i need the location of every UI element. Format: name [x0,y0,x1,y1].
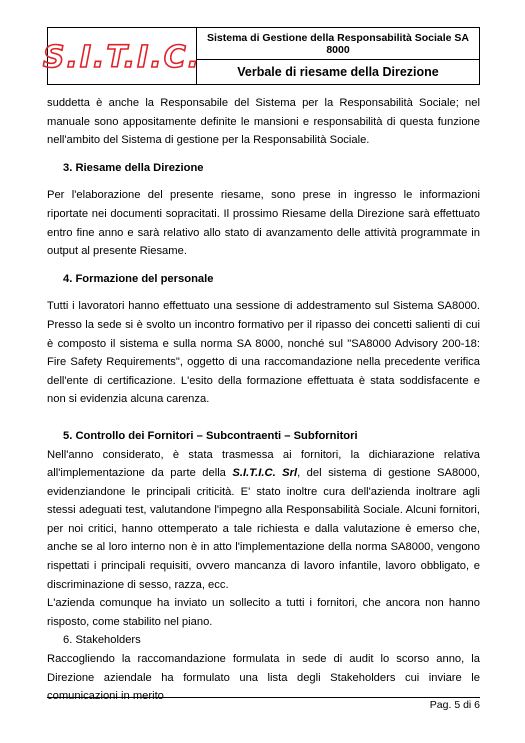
logo-lettering: S.I.T.I.C. [42,40,202,75]
page-number: Pag. 5 di 6 [429,699,480,711]
section-5-paragraph-1 [47,446,480,595]
document-title: Verbale di riesame della Direzione [237,65,439,79]
section-3-heading: 3. Riesame della Direzione [63,161,204,174]
management-system-title: Sistema di Gestione della Responsabilità Sociale SA 8000 [197,28,479,60]
footer-divider [47,697,480,698]
company-name: S.I.T.I.C. Srl [232,467,298,480]
section-4-paragraph: Tutti i lavoratori hanno effettuato una sessione di addestramento sul Sistema SA8000. Presso la sede si è svolto un incontro formativo per il ripasso dei concetti salienti di cui è composto il sistema e sulla norma SA 8000, nonché sul "SA8000 Advisory 200-18: Fire Safety Requirements", oggetto di una raccomandazione nella precedente verifica dell'ente di certificazione. L'esito della formazione effettuata è stata soddisfacente e non si evidenzia alcuna carenza. [47,300,480,406]
section-5-paragraph-2: L'azienda comunque ha inviato un sollecito a tutti i fornitori, che ancora non hanno risposto, come stabilito nel piano. [47,597,480,628]
section-4-heading: 4. Formazione del personale [63,272,214,285]
intro-paragraph: suddetta è anche la Responsabile del Sistema per la Responsabilità Sociale; nel manuale sono appositamente definite le mansioni e responsabilità di questa funzione nell'ambito del Sistema di gestione per la Responsabilità Sociale. [47,97,480,147]
section-5-heading: 5. Controllo dei Fornitori – Subcontraenti – Subfornitori [63,429,358,442]
document-header [42,27,480,85]
document-body [47,94,480,706]
section-5-text-after: , del sistema di gestione SA8000, evidenziandone le principali criticità. E' stato inoltre cura dell'azienda inoltrare agli stessi adeguati test, valutandone l'impegno alla Responsabilità Sociale. Alcuni fornitori, per noi critici, hanno ottemperato a tale richiesta e dalla valutazione è emerso che, anche se al loro interno non è in atto l'implementazione della norma SA8000, vengono rispettati i principali requisiti, ovvero mancanza di lavoro infantile, lavoro obbligato, e discriminazione di sesso, razza, ecc. [47,467,480,591]
section-5-text-before: Nell'anno considerato, è stata trasmessa ai fornitori, la dichiarazione relativa all'implementazione da parte della [47,448,480,480]
section-6-paragraph: Raccogliendo la raccomandazione formulata in sede di audit lo scorso anno, la Direzione aziendale ha formulato una lista degli Stakeholders cui inviare le comunicazioni in merito [47,653,480,703]
company-logo [42,28,202,84]
sitic-logo-icon [42,36,202,76]
section-6-heading: 6. Stakeholders [63,634,141,647]
section-3-paragraph: Per l'elaborazione del presente riesame, sono prese in ingresso le informazioni riportate nei documenti sopracitati. Il prossimo Riesame della Direzione sarà effettuato entro fine anno e sarà relativo allo stato di avanzamento delle attività programmate in output al presente Riesame. [47,189,480,258]
